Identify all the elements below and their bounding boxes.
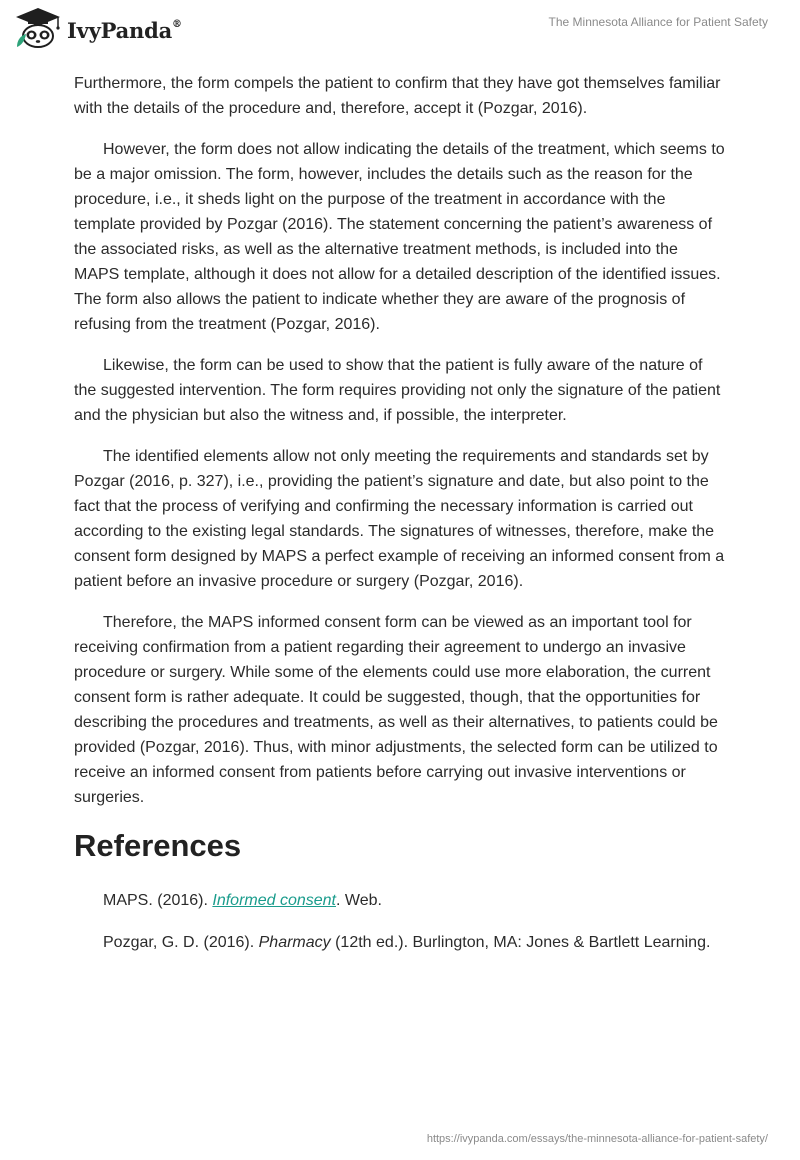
- page-header: [0, 0, 800, 70]
- references-heading: References: [74, 828, 242, 863]
- logo-text: IvyPanda®: [67, 18, 182, 43]
- body-paragraph: The identified elements allow not only meeting the requirements and standards set by Pozgar (2016, p. 327), i.e., providing the patient’s signature and date, but also point to the fact that the process of verifying and confirming the necessary information is carried out according to the existing legal standards. The signatures of witnesses, therefore, make the consent form designed by MAPS a perfect example of receiving an informed consent from a patient before an invasive procedure or surgery (Pozgar, 2016).: [74, 448, 725, 590]
- body-paragraph: However, the form does not allow indicating the details of the treatment, which seems to be a major omission. The form, however, includes the details such as the reason for the procedure, i.e., it sheds light on the purpose of the treatment in accordance with the template provided by Pozgar (2016). The statement concerning the patient’s awareness of the associated risks, as well as the alternative treatment methods, is included into the MAPS template, although it does not allow for a detailed description of the identified issues. The form also allows the patient to indicate whether they are aware of the prognosis of refusing from the treatment (Pozgar, 2016).: [74, 141, 725, 333]
- reference-title: Pharmacy: [258, 934, 331, 951]
- running-title: The Minnesota Alliance for Patient Safety: [548, 15, 768, 29]
- informed-consent-link[interactable]: Informed consent: [212, 892, 336, 909]
- reference-item: MAPS. (2016). Informed consent. Web.: [103, 892, 382, 909]
- panda-graduate-icon: [14, 7, 62, 49]
- body-paragraph: Therefore, the MAPS informed consent form can be viewed as an important tool for receiving confirmation from a patient regarding their agreement to undergo an invasive procedure or surgery. While some of the elements could use more elaboration, the current consent form is rather adequate. It could be suggested, though, that the opportunities for describing the procedures and treatments, as well as their alternatives, to patients could be provided (Pozgar, 2016). Thus, with minor adjustments, the selected form can be utilized to receive an informed consent from patients before carrying out invasive interventions or surgeries.: [74, 614, 718, 806]
- body-paragraph: Likewise, the form can be used to show that the patient is fully aware of the nature of the suggested intervention. The form requires providing not only the signature of the patient and the physician but also the witness and, if possible, the interpreter.: [74, 357, 721, 424]
- ivypanda-logo[interactable]: [14, 7, 182, 49]
- body-paragraph: Furthermore, the form compels the patient to confirm that they have got themselves familiar with the details of the procedure and, therefore, accept it (Pozgar, 2016).: [74, 75, 721, 117]
- references-list: [74, 888, 726, 955]
- essay-content: [74, 71, 726, 972]
- source-url[interactable]: https://ivypanda.com/essays/the-minnesota-alliance-for-patient-safety/: [426, 1133, 768, 1145]
- reference-item: Pozgar, G. D. (2016). Pharmacy (12th ed.). Burlington, MA: Jones & Bartlett Learning.: [103, 934, 711, 951]
